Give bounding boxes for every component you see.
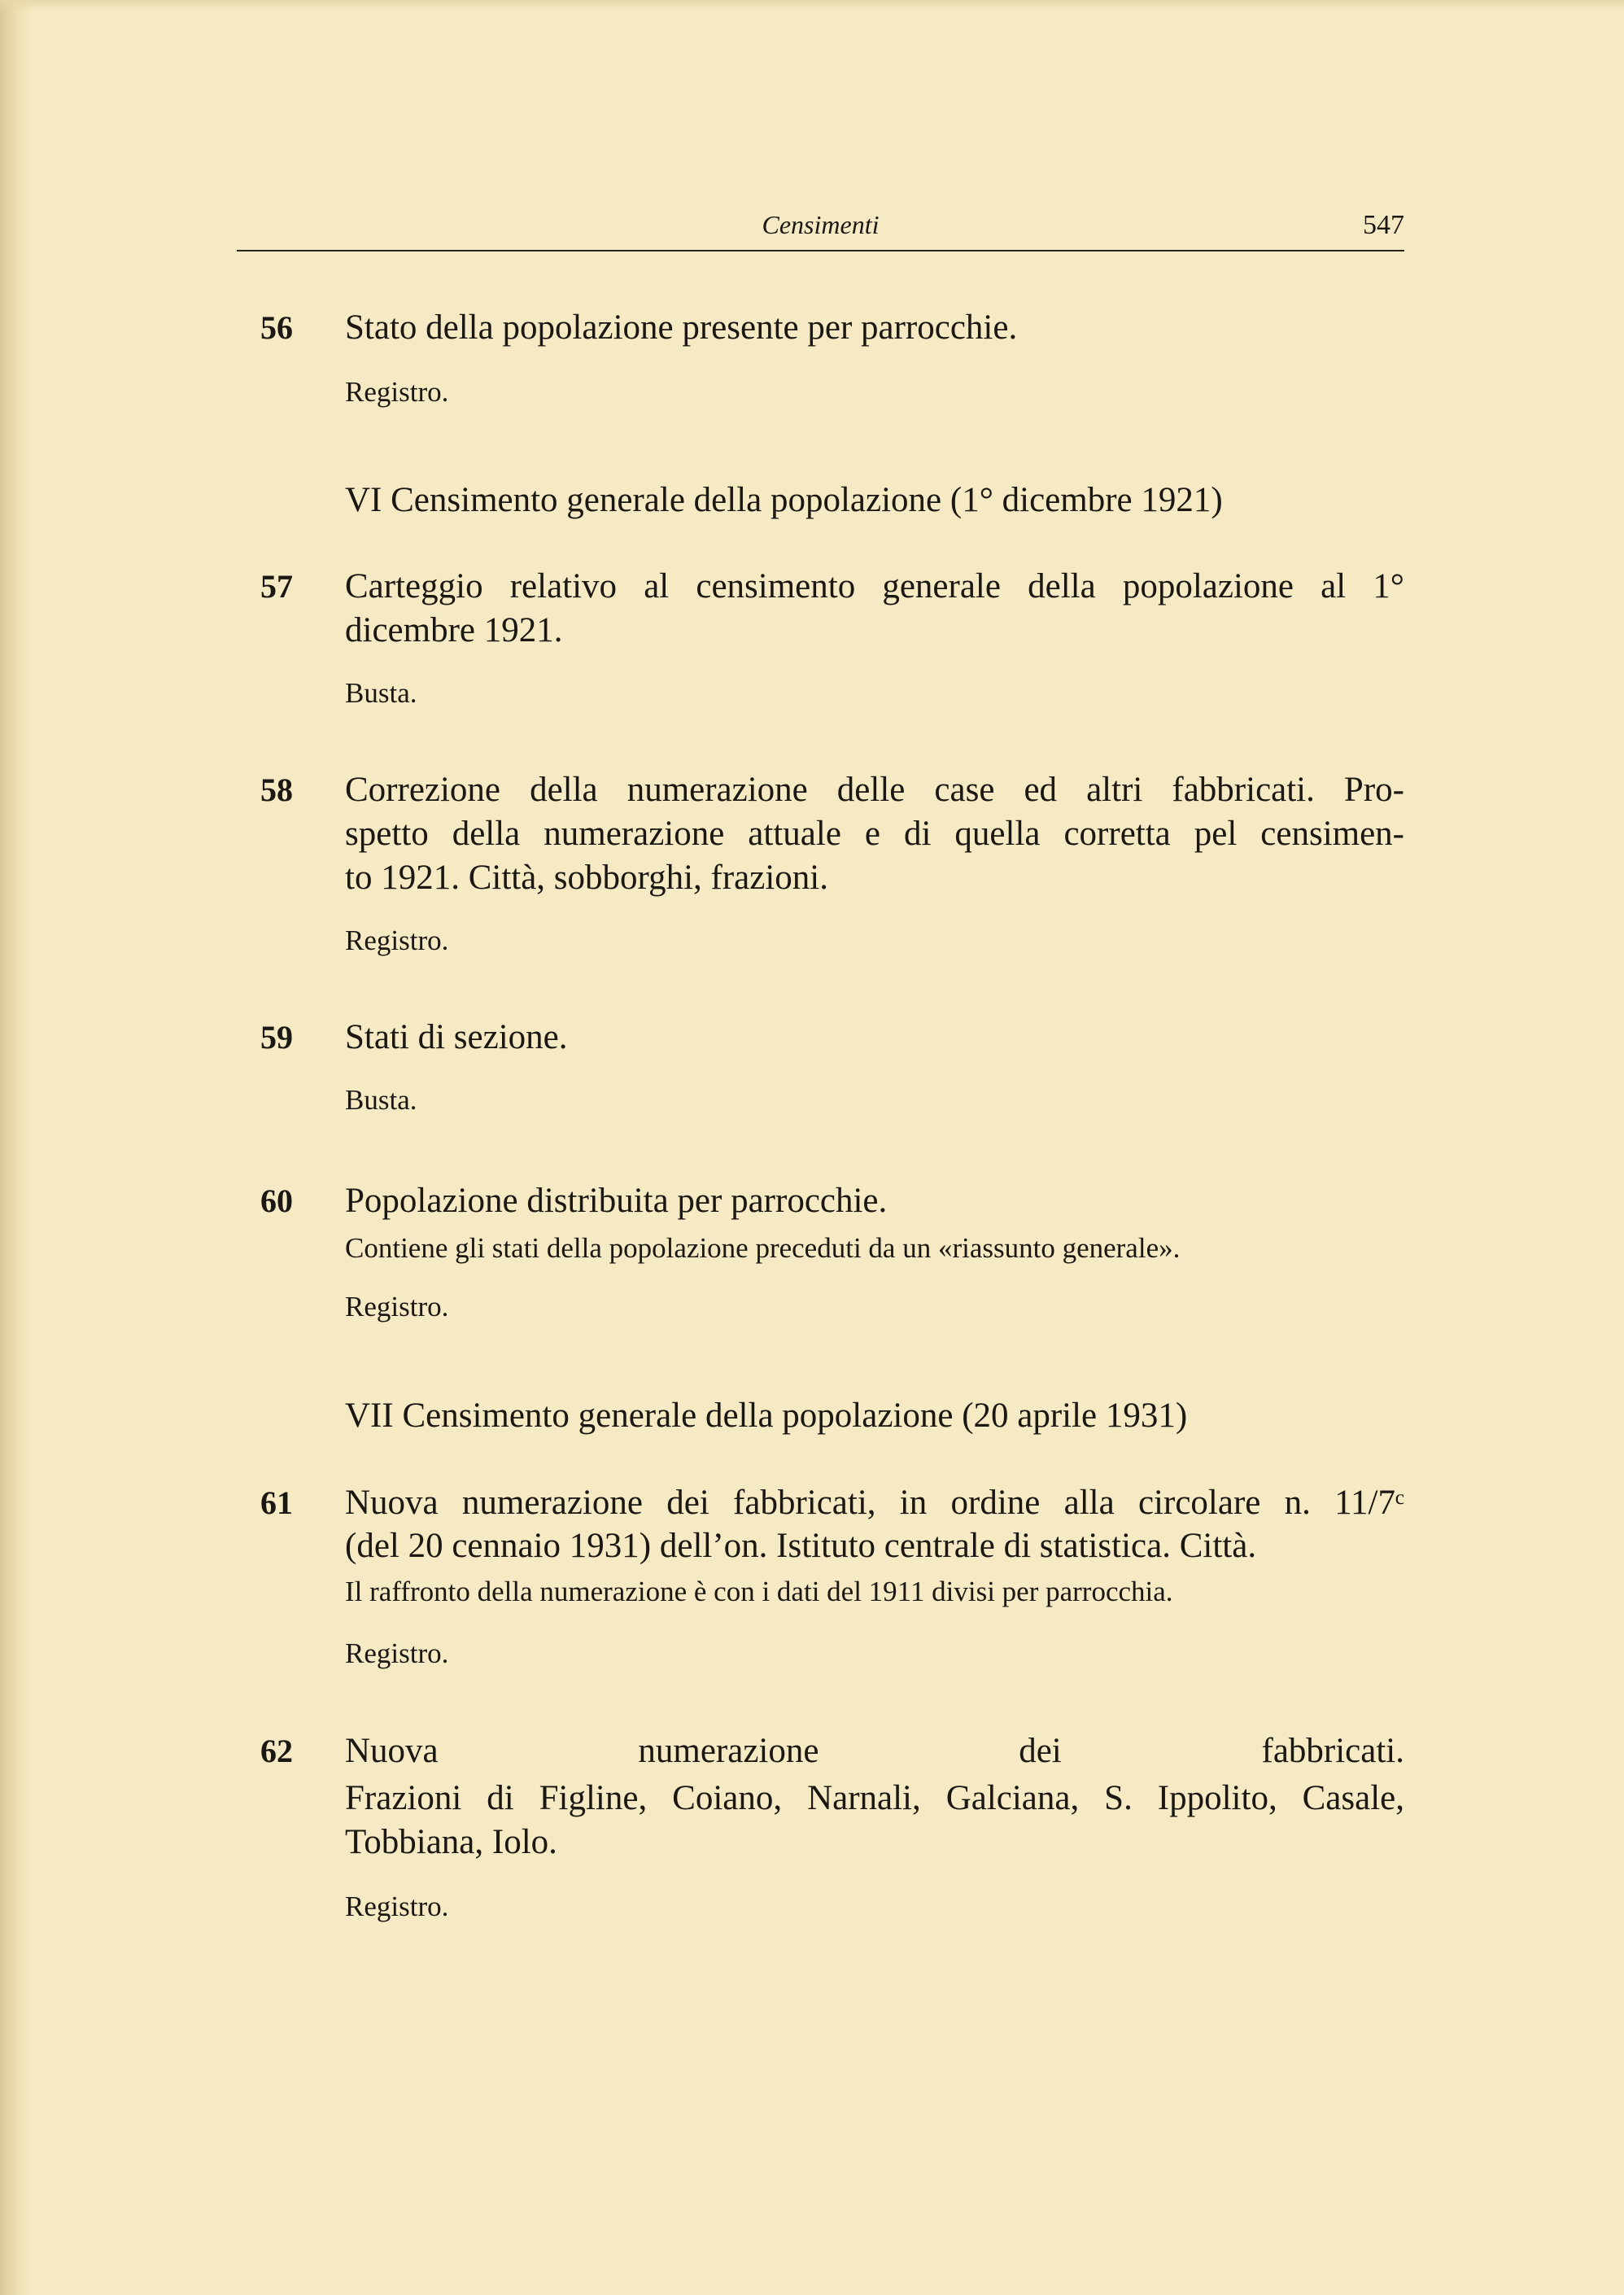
entry-number: 58 — [260, 772, 293, 808]
page-top-shadow — [0, 0, 1624, 11]
entry-unit-type: Registro. — [345, 1291, 449, 1322]
entry-unit-type: Registro. — [345, 925, 449, 956]
page-number: 547 — [1363, 210, 1404, 240]
entry-unit-type: Busta. — [345, 1084, 417, 1116]
entry-number: 56 — [260, 309, 293, 346]
entry-description-line: spetto della numerazione attuale e di quella corretta pel censimen- — [345, 815, 1404, 853]
entry-number: 61 — [260, 1484, 293, 1521]
entry-description-line: Tobbiana, Iolo. — [345, 1823, 557, 1861]
entry-description-line: to 1921. Città, sobborghi, frazioni. — [345, 859, 828, 897]
page-edge-shadow — [0, 0, 33, 2295]
running-title: Censimenti — [762, 210, 880, 239]
entry-description-line: Frazioni di Figline, Coiano, Narnali, Galciana, S. Ippolito, Casale, — [345, 1779, 1404, 1817]
entry-number: 62 — [260, 1733, 293, 1769]
entry-number: 60 — [260, 1182, 293, 1219]
entry-note: Il raffronto della numerazione è con i dati del 1911 divisi per parrocchia. — [345, 1576, 1173, 1607]
entry-unit-type: Registro. — [345, 1637, 449, 1669]
entry-description-line: Popolazione distribuita per parrocchie. — [345, 1182, 888, 1220]
entry-note: Contiene gli stati della popolazione preceduti da un «riassunto generale». — [345, 1232, 1181, 1264]
entry-unit-type: Registro. — [345, 1891, 449, 1922]
header-rule — [237, 250, 1404, 251]
entry-description-line: dicembre 1921. — [345, 611, 563, 649]
entry-unit-type: Busta. — [345, 677, 417, 709]
entry-description-line: Stati di sezione. — [345, 1018, 568, 1056]
entry-unit-type: Registro. — [345, 376, 449, 408]
section-heading: VI Censimento generale della popolazione (1° dicembre 1921) — [345, 481, 1223, 519]
entry-description-line: Stato della popolazione presente per parrocchie. — [345, 308, 1018, 347]
entry-description-line: Carteggio relativo al censimento generale della popolazione al 1° — [345, 567, 1404, 605]
entry-number: 59 — [260, 1019, 293, 1056]
entry-number: 57 — [260, 568, 293, 605]
entry-description-line: Nuova numerazione dei fabbricati. — [345, 1732, 1404, 1770]
entry-description-line: (del 20 cennaio 1931) dell’on. Istituto centrale di statistica. Città. — [345, 1527, 1257, 1565]
entry-description-line: Nuova numerazione dei fabbricati, in ordine alla circolare n. 11/7ᶜ — [345, 1484, 1404, 1522]
section-heading: VII Censimento generale della popolazione (20 aprile 1931) — [345, 1397, 1188, 1435]
entry-description-line: Correzione della numerazione delle case ed altri fabbricati. Pro- — [345, 771, 1404, 809]
